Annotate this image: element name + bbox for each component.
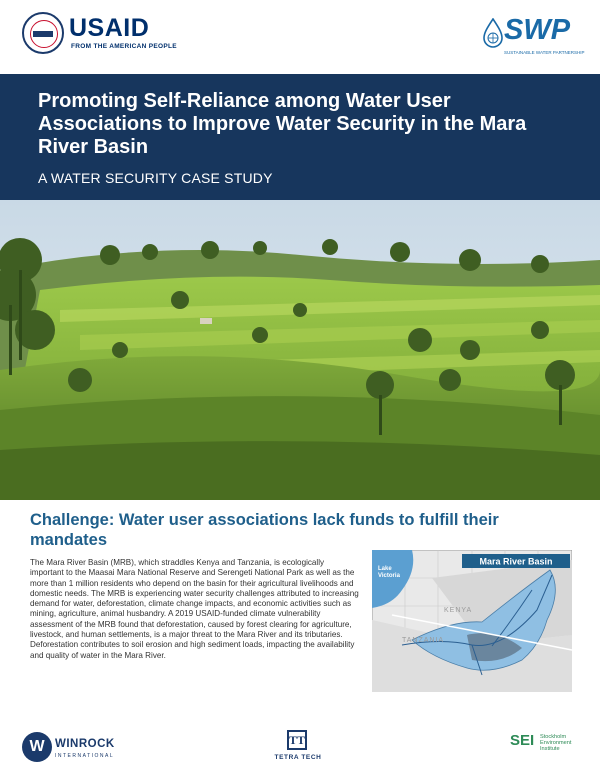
map-title: Mara River Basin (479, 556, 553, 567)
winrock-tagline: INTERNATIONAL (55, 753, 115, 759)
sei-tagline-1: Stockholm (540, 734, 567, 740)
challenge-body-text: The Mara River Basin (MRB), which straddles Kenya and Tanzania, is ecologically important to the Maasai Mara National Reserve and Serengeti National Park as well as the more than 1 million residents who depend on the basin for their agricultural livelihoods and domestic needs. The MRB is experiencing water security challenges attributed to increasing demand for water, deforestation, climate change impacts, and economic activities such as mining, agriculture, animal husbandry. A 2019 USAID-funded climate vulnerability assessment of the MRB found that deforestation, caused by forest clearing for agriculture, livestock, and human settlements, is a major threat to the Mara River and its tributaries. Deforestation contributes to soil erosion and high sediment loads, impacting the availability and quality of water in the Mara River. (30, 558, 359, 660)
sei-wordmark: SEI (510, 732, 535, 749)
sei-tagline-3: Institute (540, 746, 560, 753)
swp-tagline: SUSTAINABLE WATER PARTNERSHIP (504, 50, 585, 55)
usaid-logo (22, 12, 192, 56)
water-drop-globe-icon (482, 18, 504, 48)
sei-tagline-2: Environment (540, 740, 572, 747)
sei-tagline (540, 734, 571, 753)
winrock-w-icon: W (22, 732, 52, 762)
tea-plantation-landscape-photo (0, 200, 600, 500)
swp-logo (478, 14, 583, 62)
title-banner (0, 74, 600, 200)
lake-victoria-label-2: Victoria (378, 573, 400, 579)
usaid-wordmark: USAID (69, 14, 150, 42)
document-title: Promoting Self-Reliance among Water User Associations to Improve Water Security in the Mara River Basin (38, 90, 527, 158)
kenya-label: KENYA (444, 607, 473, 614)
sei-logo (510, 732, 590, 768)
tetra-tech-wordmark: TETRA TECH (274, 754, 322, 761)
winrock-wordmark: WINROCK (55, 738, 115, 750)
winrock-logo (22, 732, 132, 766)
swp-wordmark: SWP (504, 14, 571, 46)
tetra-tech-logo (270, 730, 340, 770)
lake-victoria-label-1: Lake (378, 566, 392, 572)
challenge-heading: Challenge: Water user associations lack funds to fulfill their mandates (30, 511, 499, 549)
tanzania-label: TANZANIA (402, 637, 445, 644)
document-subtitle: A WATER SECURITY CASE STUDY (38, 170, 273, 186)
usaid-tagline: FROM THE AMERICAN PEOPLE (71, 43, 177, 50)
mara-river-basin-map (372, 550, 572, 692)
tetra-tech-tt-icon: TT (287, 730, 307, 750)
usaid-seal-icon (22, 12, 64, 54)
